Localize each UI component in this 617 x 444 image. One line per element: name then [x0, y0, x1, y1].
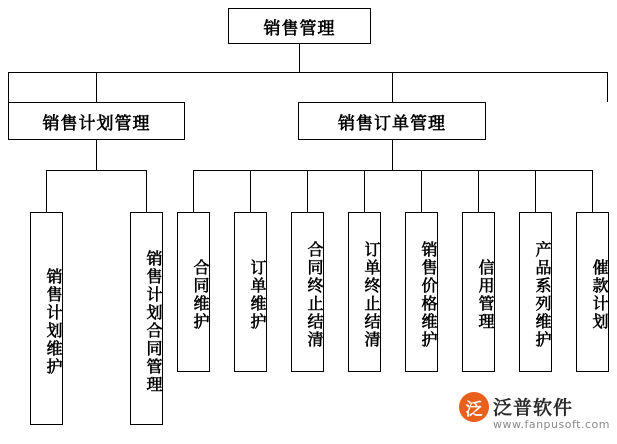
- node-sales-plan-contract-management[interactable]: [130, 212, 163, 425]
- node-label: 销售订单管理: [338, 113, 446, 134]
- node-payment-collection-plan[interactable]: [576, 212, 609, 372]
- node-sales-plan-maintenance[interactable]: [30, 212, 63, 425]
- node-label: 合同终止结清: [305, 241, 324, 349]
- node-order-termination-settlement[interactable]: [348, 212, 381, 372]
- node-product-series-maintenance[interactable]: [519, 212, 552, 372]
- connector-plan-branch-2: [146, 170, 147, 212]
- connector-order-branch-4: [364, 170, 365, 212]
- node-label: 催款计划: [590, 259, 609, 331]
- connector-order-branch-5: [421, 170, 422, 212]
- node-label: 合同维护: [191, 259, 210, 331]
- connector-plan-bus: [46, 170, 146, 171]
- node-label: 产品系列维护: [533, 241, 552, 349]
- connector-order-branch-3: [307, 170, 308, 212]
- node-order-maintenance[interactable]: [234, 212, 267, 372]
- connector-plan-branch-1: [46, 170, 47, 212]
- node-sales-price-maintenance[interactable]: [405, 212, 438, 372]
- node-label: 信用管理: [476, 259, 495, 331]
- connector-order-branch-7: [535, 170, 536, 212]
- node-sales-order-management[interactable]: [298, 102, 486, 140]
- connector-order-branch-1: [193, 170, 194, 212]
- node-label: 销售价格维护: [419, 241, 438, 349]
- connector-order-branch-2: [250, 170, 251, 212]
- connector-drop-order: [392, 72, 393, 102]
- node-contract-maintenance[interactable]: [177, 212, 210, 372]
- logo-url-text: www.fanpusoft.com: [493, 418, 610, 431]
- node-label: 订单终止结清: [362, 241, 381, 349]
- connector-order-branch-6: [478, 170, 479, 212]
- node-contract-termination-settlement[interactable]: [291, 212, 324, 372]
- node-label: 销售计划合同管理: [144, 249, 163, 394]
- node-credit-management[interactable]: [462, 212, 495, 372]
- logo-brand-text: 泛普软件: [493, 397, 574, 419]
- watermark-logo: [459, 390, 609, 438]
- connector-bus-left-tick: [8, 72, 9, 102]
- node-root-label: 销售管理: [263, 18, 336, 39]
- node-root[interactable]: [228, 8, 371, 44]
- node-label: 订单维护: [248, 259, 267, 331]
- connector-bus-right-tick: [607, 72, 608, 102]
- connector-order-bus: [193, 170, 592, 171]
- node-label: 销售计划管理: [42, 113, 151, 134]
- connector-drop-plan: [96, 72, 97, 102]
- node-sales-plan-management[interactable]: [8, 102, 185, 140]
- logo-mark-icon: 泛: [459, 392, 489, 422]
- connector-order-stem: [392, 140, 393, 170]
- connector-root-stem: [299, 44, 300, 72]
- connector-plan-stem: [96, 140, 97, 170]
- connector-top-bus: [8, 72, 608, 73]
- node-label: 销售计划维护: [44, 267, 63, 376]
- connector-order-branch-8: [592, 170, 593, 212]
